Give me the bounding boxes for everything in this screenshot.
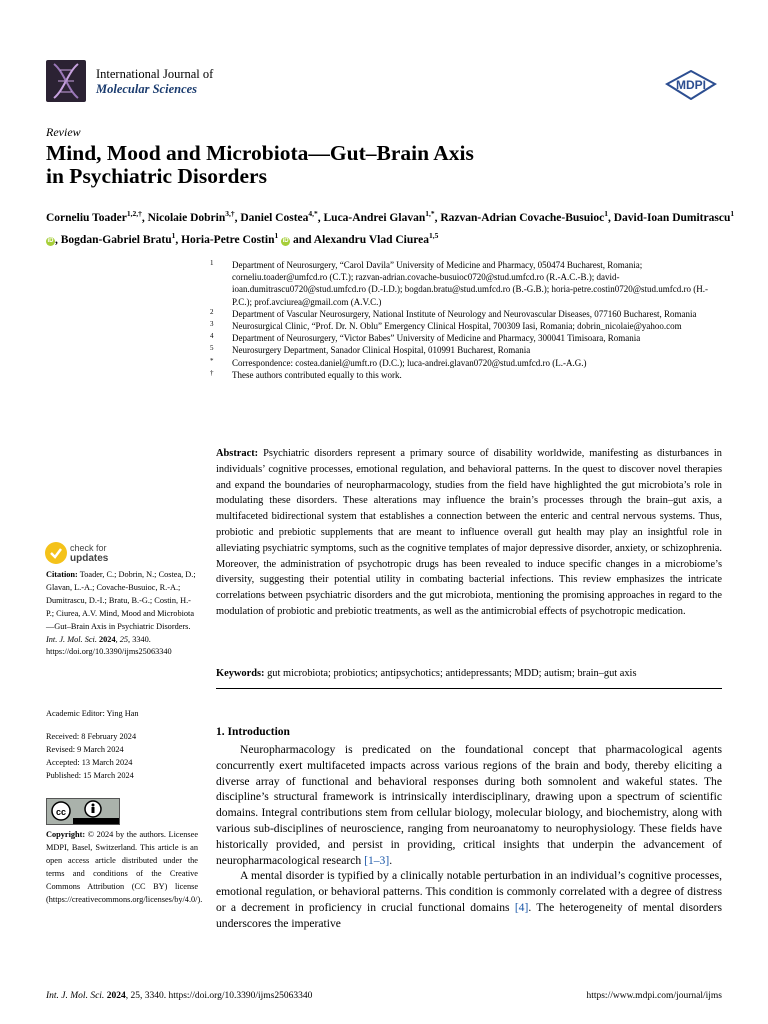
author-name[interactable]: Corneliu Toader <box>46 211 127 224</box>
citation-volume: 25 <box>119 634 129 644</box>
paragraph-2 <box>216 868 722 931</box>
author-affiliation-marker: 1 <box>274 230 279 240</box>
academic-editor: Academic Editor: Ying Han <box>46 709 139 718</box>
affiliations <box>210 259 725 381</box>
paragraph-2-tail: . The heterogeneity of mental disorders underscores the imperative <box>216 900 723 930</box>
author-separator: , <box>175 233 182 246</box>
copyright-text: © 2024 by the authors. Licensee MDPI, Basel, Switzerland. This article is an open access article distributed under the terms and conditions of the Creative Commons Attribution (CC BY) license (https://creativecommons.org/licenses/by/4.0/). <box>46 830 203 904</box>
author-name[interactable]: Daniel Costea <box>240 211 309 224</box>
author-separator: , <box>434 211 441 224</box>
author-affiliation-marker: 1,5 <box>429 230 439 240</box>
affiliation-marker: 5 <box>210 344 214 353</box>
affiliation-marker: 1 <box>210 259 214 267</box>
citation-doi[interactable]: , 3340. https://doi.org/10.3390/ijms25063340 <box>46 634 172 657</box>
paragraph-1-text: Neuropharmacology is predicated on the foundational concept that pharmacological agents concurrently exert multifaceted impacts across various regions of the brain and body, thereby eliciting a diverse array of functional and behavioral responses during both somnolent and wakeful states. The discipline’s structural framework is intrinsically interdisciplinary, drawing upon a spectrum of scientific domains. Integral contributions stem from cellular biology, molecular biology, and biochemistry, along with various sub-disciplines of neuroscience, ranging from neuroanatomy to neurophysiology. These fields have historically provided, and persist in providing, critical insights that underpin the advancement of neuropharmacological research <box>216 743 722 867</box>
author-affiliation-marker: 1,2,† <box>126 209 142 218</box>
affiliation-text: These authors contributed equally to this work. <box>232 369 402 380</box>
citation-text: Toader, C.; Dobrin, N.; Costea, D.; Glavan, L.-A.; Covache-Busuioc, R.-A.; Dumitrascu, D.-I.; Bratu, B.-G.; Costin, H.-P.; Ciurea, A.V. Mind, Mood and Microbiota—Gut–Brain Axis in Psychiatric Disorders. <box>46 570 196 631</box>
date-revised: Revised: 9 March 2024 <box>46 744 124 754</box>
check-updates-line1: check for <box>70 543 107 553</box>
author-affiliation-marker: 3,† <box>225 209 235 218</box>
journal-logo-icon <box>46 60 86 102</box>
orcid-icon[interactable]: iD <box>47 237 54 244</box>
abstract-text: Psychiatric disorders represent a primary source of disability worldwide, manifesting as disturbances in individuals’ cognitive processes, emotional regulation, and behavioral patterns. In the quest to discover novel therapies and expand the boundaries of neuropharmacology, studies from the field have highlighted the gut microbiota’s role in modulating these disorders. These alterations may influence the brain’s processes through the brain–gut axis, a multifaceted bidirectional system that establishes a connection between the enteric and central nervous systems. Thus, probiotic and prebiotic supplements that are meant to influence overall gut health may play an insightful role in alleviating psychiatric symptoms, such as the cognitive templates of major depressive disorder, anxiety, or schizophrenia. Moreover, the administration of psychotropic drugs has been revealed to induce specific changes in a microbiome’s diversity, suggesting their potential utility in combating bacterial infections. This review emphasizes the intricate correlations between psychiatric disorders and the gut microbiota, mentioning the promising approaches in regard to the modulation of probiotic and prebiotic treatments, as well as the antimicrobial effects of psychotropic medication. <box>216 448 722 617</box>
affiliation-text: Correspondence: costea.daniel@umft.ro (D.C.); luca-andrei.glavan0720@stud.umfcd.ro (L.-A.G.) <box>232 357 587 368</box>
article-title <box>46 142 686 188</box>
author-separator: , <box>55 233 61 246</box>
mdpi-logo-icon <box>665 70 717 100</box>
footer-year: 2024 <box>106 991 126 1001</box>
affiliation-item <box>210 259 725 308</box>
dates <box>46 731 198 783</box>
paragraph-2-text: A mental disorder is typified by a clinically notable perturbation in an individual’s cognitive processes, emotional regulation, or behavioral patterns. This condition is commonly correlated with a degree of distress or a decrement in proficiency in crucial functional domains <box>216 869 722 914</box>
author-name[interactable]: Alexandru Vlad Ciurea <box>313 233 429 246</box>
affiliation-item <box>210 320 725 332</box>
author-name[interactable]: David-Ioan Dumitrascu <box>613 211 731 224</box>
author-list <box>46 205 736 249</box>
affiliation-item <box>210 344 725 356</box>
citation-link[interactable]: [4] <box>514 900 529 914</box>
affiliation-marker: 2 <box>210 307 214 316</box>
article-type: Review <box>46 125 81 139</box>
author-separator: , <box>317 211 324 224</box>
footer-journal-url[interactable]: https://www.mdpi.com/journal/ijms <box>586 991 722 1001</box>
author-affiliation-marker: 4,* <box>308 209 318 218</box>
svg-text:cc: cc <box>55 807 67 817</box>
section-heading: 1. Introduction <box>216 726 290 738</box>
citation-journal: Int. J. Mol. Sci. <box>46 634 97 644</box>
date-received: Received: 8 February 2024 <box>46 732 137 741</box>
affiliation-item <box>210 308 725 320</box>
footer-citation <box>46 991 312 1001</box>
journal-name <box>96 67 213 97</box>
copyright <box>46 829 203 906</box>
paragraph-1: Neuropharmacology is predicated on the foundational concept that pharmacological agents concurrently exert multifaceted impacts across various regions of the brain and body, thereby eliciting a diverse array of functional and behavioral responses during both somnolent and wakeful states. The discipline’s structural framework is intrinsically interdisciplinary, drawing upon a spectrum of scientific domains. Integral contributions stem from cellular biology, molecular biology, and biochemistry, along with various sub-disciplines of neuroscience, ranging from neuroanatomy to neurophysiology. These fields have historically provided, and persist in providing, critical insights that underpin the advancement of neuropharmacological research [1–3]. <box>216 743 722 867</box>
mdpi-logo[interactable] <box>665 70 717 100</box>
author-name[interactable]: Razvan-Adrian Covache-Busuioc <box>440 211 605 224</box>
abstract <box>216 446 722 620</box>
affiliation-text: Department of Vascular Neurosurgery, National Institute of Neurology and Neurovascular Diseases, 077160 Bucharest, Romania <box>232 308 697 319</box>
date-accepted: Accepted: 13 March 2024 <box>46 757 133 767</box>
author-name[interactable]: Luca-Andrei Glavan <box>323 211 426 224</box>
author-affiliation-marker: 1 <box>730 209 735 218</box>
title-line-1: Mind, Mood and Microbiota—Gut–Brain Axis <box>46 141 474 165</box>
author-separator: , <box>234 211 241 224</box>
introduction-body <box>216 742 722 932</box>
citation-year: 2024 <box>99 634 116 644</box>
footer-rest[interactable]: , 25, 3340. https://doi.org/10.3390/ijms25063340 <box>125 991 313 1001</box>
citation-label: Citation: <box>46 570 78 579</box>
author-separator: , <box>141 211 148 224</box>
affiliation-item <box>210 357 725 369</box>
affiliation-text: Neurosurgical Clinic, “Prof. Dr. N. Oblu” Emergency Clinical Hospital, 700309 Iasi, Romania; dobrin_nicolaie@yahoo.com <box>232 321 682 332</box>
affiliation-item <box>210 332 725 344</box>
orcid-icon[interactable]: iD <box>282 237 289 244</box>
author-affiliation-marker: 1,* <box>425 209 435 218</box>
cc-by-license-icon[interactable] <box>46 798 120 825</box>
check-icon <box>45 542 67 564</box>
affiliation-text: Neurosurgery Department, Sanador Clinical Hospital, 010991 Bucharest, Romania <box>232 345 531 356</box>
publisher-name: MDPI <box>676 78 706 92</box>
dna-icon <box>46 60 86 102</box>
footer-journal: Int. J. Mol. Sci. <box>46 991 105 1001</box>
author-name[interactable]: Nicolaie Dobrin <box>147 211 226 224</box>
citation: Citation: Toader, C.; Dobrin, N.; Costea, D.; Glavan, L.-A.; Covache-Busuioc, R.-A.; Dumitrascu, D.-I.; Bratu, B.-G.; Costin, H.-P.; Ciurea, A.V. Mind, Mood and Microbiota—Gut–Brain Axis in Psychiatric Disorders. Int. J. Mol. Sci. 2024, 25, 3340. https://doi.org/10.3390/ijms25063340 <box>46 570 196 657</box>
check-updates-line2: updates <box>70 553 109 564</box>
abstract-label: Abstract: <box>216 448 259 459</box>
copyright-label: Copyright: <box>46 830 86 839</box>
journal-name-line1: International Journal of <box>96 67 214 81</box>
check-for-updates-button[interactable] <box>45 540 145 570</box>
affiliation-text: Department of Neurosurgery, “Carol Davila” University of Medicine and Pharmacy, 050474 Bucharest, Romania; corneliu.toader@umfcd.ro (C.T.); razvan-adrian.covache-busuioc0720@stud.umfcd.ro (R.-A.C.-B.); david-ioan.dumitrascu0720@stud.umfcd.ro (D.-I.D.); bogdan.bratu@stud.umfcd.ro (B.-G.B.); horia-petre.costin0720@stud.umfcd.ro (H.-P.C.); prof.avciurea@gmail.com (A.V.C.) <box>232 260 709 307</box>
journal-name-line2: Molecular Sciences <box>96 82 198 96</box>
divider <box>216 688 722 689</box>
author-separator: , <box>607 211 614 224</box>
date-published: Published: 15 March 2024 <box>46 770 134 780</box>
keywords-label: Keywords: <box>216 668 265 679</box>
author-name[interactable]: Horia-Petre Costin <box>181 233 275 246</box>
keywords <box>216 666 722 681</box>
affiliation-marker: † <box>210 368 214 377</box>
author-affiliation-marker: 1 <box>171 230 176 240</box>
author-affiliation-marker: 1 <box>604 209 608 218</box>
affiliation-marker: * <box>210 356 214 365</box>
author-name[interactable]: Bogdan-Gabriel Bratu <box>60 233 172 246</box>
author-separator: and <box>290 233 314 246</box>
affiliation-marker: 3 <box>210 320 214 329</box>
title-line-2: in Psychiatric Disorders <box>46 164 267 188</box>
keywords-text: gut microbiota; probiotics; antipsychotics; antidepressants; MDD; autism; brain–gut axis <box>267 668 637 679</box>
affiliation-item <box>210 369 725 381</box>
citation-link[interactable]: [1–3] <box>364 853 390 867</box>
affiliation-marker: 4 <box>210 332 214 341</box>
affiliation-text: Department of Neurosurgery, “Victor Babes” University of Medicine and Pharmacy, 300041 Timisoara, Romania <box>232 333 641 344</box>
